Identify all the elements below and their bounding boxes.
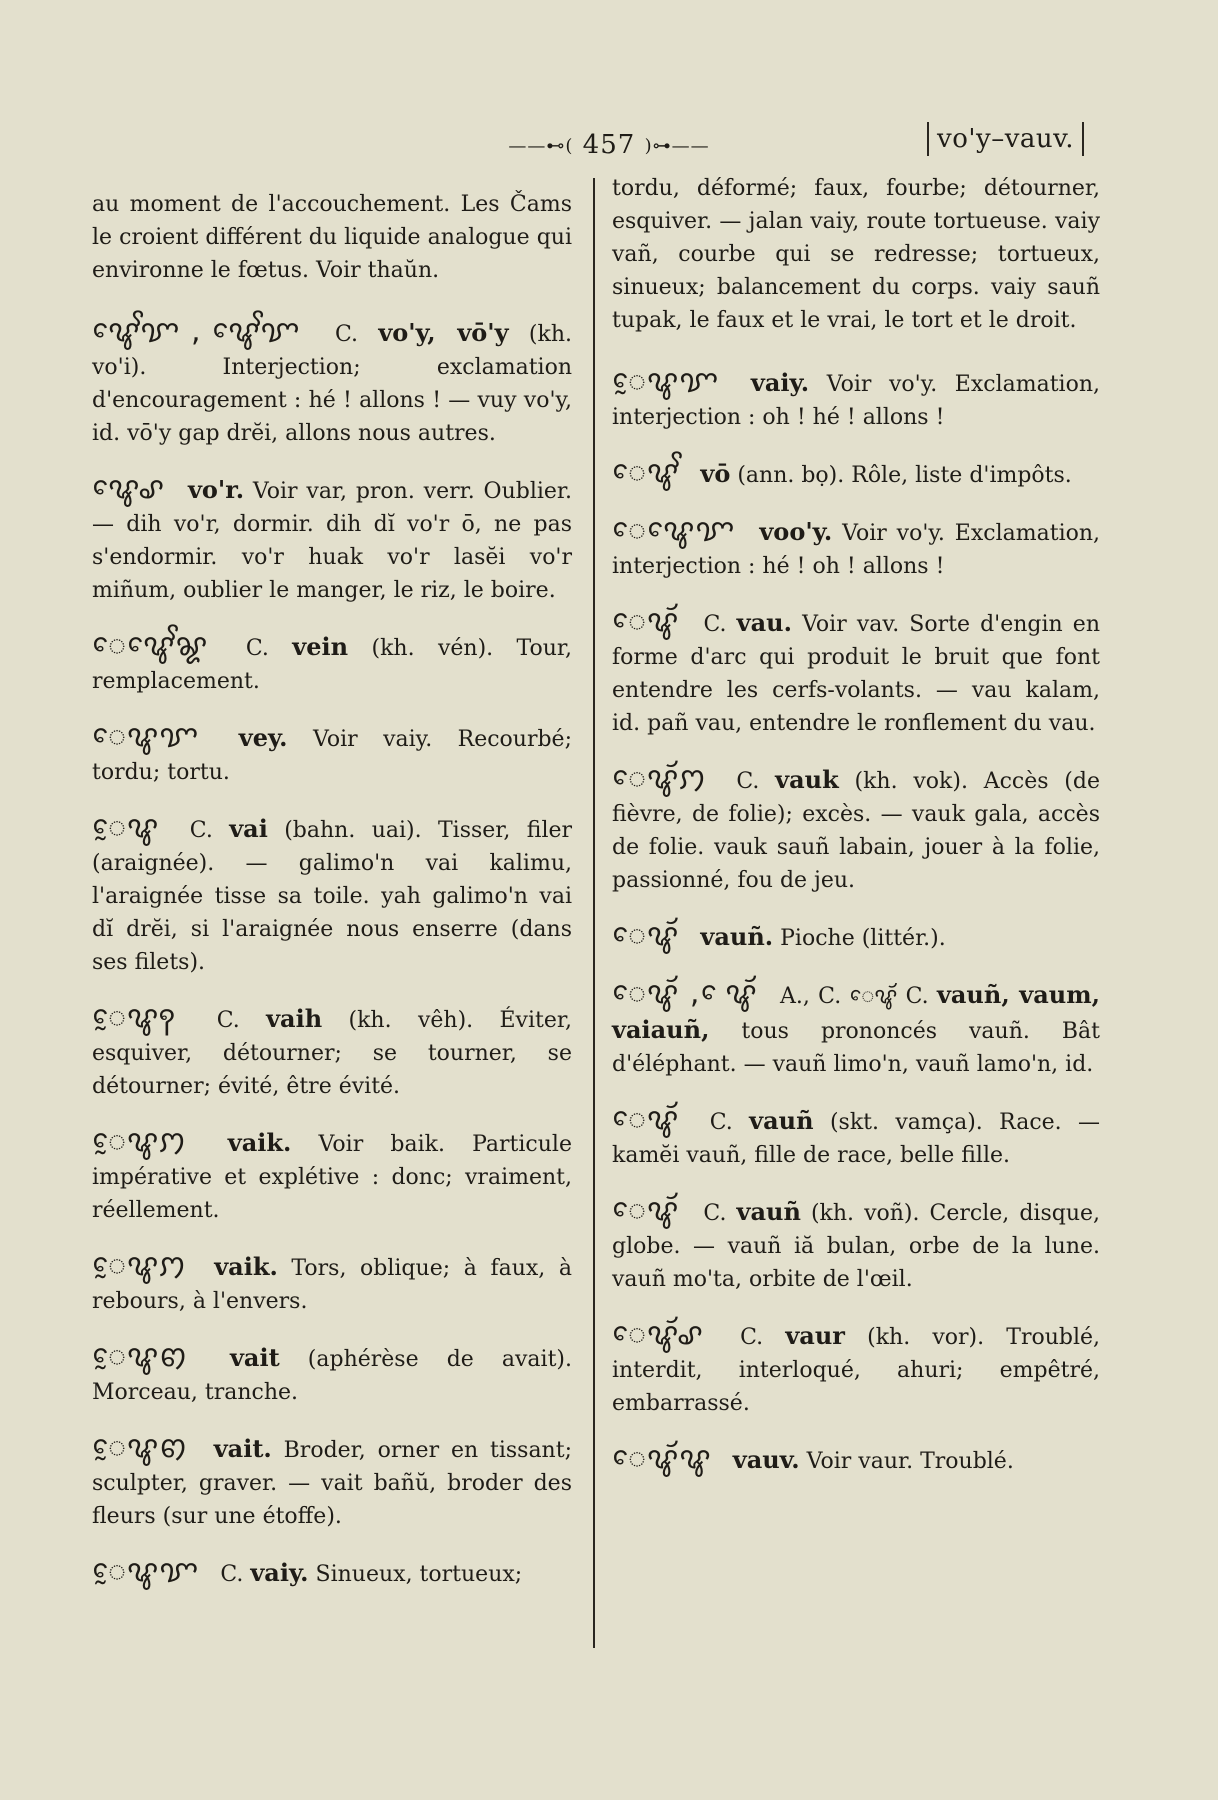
source-marker: C. bbox=[189, 818, 213, 843]
headword: vauñ. bbox=[700, 922, 774, 951]
dictionary-entry bbox=[612, 514, 1100, 583]
cham-script: ꨯꨥꨮꨣ bbox=[612, 1317, 704, 1352]
source-marker: C. bbox=[220, 1562, 244, 1587]
source-marker: C. bbox=[703, 612, 727, 637]
definition: (kh. vok). Accès (de fièvre, de folie); excès. — vauk gala, accès de folie. vauk sauñ labain, jouer à la folie, passionné, fou de jeu. bbox=[612, 769, 1100, 893]
dictionary-entry bbox=[92, 1125, 572, 1227]
cham-script: ꨰꨥꨢ bbox=[612, 364, 720, 399]
definition: Voir vaur. Troublé. bbox=[806, 1449, 1014, 1474]
cham-script: ꨰꨥꩀ bbox=[92, 1248, 187, 1283]
source-marker: C. bbox=[740, 1325, 764, 1350]
continued-entry: au moment de l'accouchement. Les Čams le croient différent du liquide analogue qui environne le fœtus. Voir thaŭn. bbox=[92, 192, 572, 283]
source-marker: C. bbox=[703, 1201, 727, 1226]
left-column bbox=[92, 188, 572, 1613]
definition: Voir vo'y. Exclamation, interjection : hé ! oh ! allons ! bbox=[612, 521, 1101, 579]
headword: vaih bbox=[266, 1004, 323, 1033]
cham-script: ꨯꨥꨯꨢ bbox=[612, 513, 736, 548]
cham-script: ꨰꨥꩍ bbox=[92, 1000, 177, 1035]
headword: vau. bbox=[736, 608, 792, 637]
dictionary-entry bbox=[92, 629, 572, 698]
headword: vein bbox=[292, 632, 349, 661]
dictionary-entry bbox=[612, 1318, 1100, 1420]
right-column bbox=[612, 172, 1100, 1500]
cham-script: ꨯꨥꨯꨩꨘ bbox=[92, 628, 209, 663]
source-marker: C. bbox=[216, 1008, 240, 1033]
page-number: 457 bbox=[582, 130, 636, 160]
headword: vo'r. bbox=[187, 475, 245, 504]
dictionary-entry bbox=[612, 456, 1100, 492]
headword: vaik. bbox=[214, 1252, 278, 1281]
cham-script: ꨰꨥꨢ bbox=[92, 1554, 200, 1589]
headword: vauñ bbox=[749, 1106, 814, 1135]
definition: (skt. vamça). Race. — kamĕi vauñ, fille de race, belle fille. bbox=[612, 1110, 1101, 1168]
dictionary-entry bbox=[612, 605, 1100, 740]
cham-script: ꨰꨥꩅ bbox=[92, 1339, 188, 1374]
source-marker: C. bbox=[709, 1110, 733, 1135]
dictionary-entry bbox=[612, 977, 1100, 1081]
headword: vō bbox=[700, 459, 731, 488]
dictionary-entry bbox=[612, 919, 1100, 955]
cham-script: ꨰꨥꩅ bbox=[92, 1430, 188, 1465]
definition: (kh. vêh). Éviter, esquiver, détourner; se tourner, se détourner; évité, être évité. bbox=[92, 1008, 572, 1099]
headword: vo'y, vō'y bbox=[378, 318, 509, 347]
definition: Sinueux, tortueux; bbox=[315, 1562, 523, 1587]
headword: vaur bbox=[785, 1321, 845, 1350]
source-marker: C. bbox=[334, 322, 358, 347]
dictionary-entry bbox=[612, 1442, 1100, 1478]
definition: (bahn. uai). Tisser, filer (araignée). — galimo'n vai kalimu, l'araignée tisse sa toile. yah galimo'n vai dĭ drĕi, si l'araignée nous enserre (dans ses filets). bbox=[92, 818, 573, 975]
headword: vait bbox=[229, 1343, 280, 1372]
cham-script: ꨯꨥꨮꨥ bbox=[612, 1441, 712, 1476]
definition: Voir vav. Sorte d'engin en forme d'arc qui produit le bruit que font entendre les cerfs-volants. — vau kalam, id. pañ vau, entendre le ronflement du vau. bbox=[612, 612, 1100, 736]
cham-script: ꨯꨥꨮ , ꨯꨥꨮ bbox=[612, 976, 758, 1011]
definition: (kh. voñ). Cercle, disque, globe. — vauñ iă bulan, orbe de la lune. vauñ mo'ta, orbite de l'œil. bbox=[612, 1201, 1100, 1292]
continued-entry: tordu, déformé; faux, fourbe; détourner, esquiver. — jalan vaiy, route tortueuse. vaiy vañ, courbe qui se redresse; tortueux, sinueux; balancement du corps. vaiy sauñ tupak, le faux et le vrai, le tort et le droit. bbox=[612, 176, 1100, 333]
dictionary-entry bbox=[612, 365, 1100, 434]
definition: Tors, oblique; à faux, à rebours, à l'envers. bbox=[92, 1256, 572, 1314]
headword: voo'y. bbox=[759, 517, 833, 546]
definition: tous prononcés vauñ. Bât d'éléphant. — vauñ limo'n, vauñ lamo'n, id. bbox=[612, 1019, 1100, 1077]
cham-script: ꨥꨯꨩꨢ , ꨥꨯꨩꨢ bbox=[92, 314, 301, 349]
definition: Voir baik. Particule impérative et explétive : donc; vraiment, réellement. bbox=[92, 1132, 572, 1223]
cham-script: ꨰꨥ bbox=[92, 810, 160, 845]
definition: Voir vo'y. Exclamation, interjection : oh ! hé ! allons ! bbox=[612, 372, 1100, 430]
dictionary-entry bbox=[612, 1103, 1100, 1172]
dictionary-entry bbox=[92, 1555, 572, 1591]
dictionary-entry bbox=[92, 1431, 572, 1533]
definition: Pioche (littér.). bbox=[780, 926, 946, 951]
dictionary-entry bbox=[612, 1194, 1100, 1296]
headword: vey. bbox=[238, 723, 288, 752]
folio-ornament-left: ——⊷( bbox=[508, 135, 574, 157]
dictionary-entry bbox=[92, 315, 572, 450]
definition: Broder, orner en tissant; sculpter, graver. — vait bañŭ, broder des fleurs (sur une étoffe). bbox=[92, 1438, 572, 1529]
definition: (ann. bọ). Rôle, liste d'impôts. bbox=[737, 463, 1072, 488]
cham-script: ꨰꨥꩀ bbox=[92, 1124, 187, 1159]
headword: vauk bbox=[775, 765, 839, 794]
headword: vauñ bbox=[736, 1197, 801, 1226]
dictionary-entry bbox=[92, 1001, 572, 1103]
cham-script: ꨯꨥꨮ bbox=[612, 1193, 680, 1228]
headword: vauñ, vaum, vaiauñ, bbox=[612, 980, 1100, 1044]
headword: vaiy. bbox=[250, 1558, 309, 1587]
cham-script: ꨯꨥꨮ bbox=[612, 604, 680, 639]
definition: (aphérèse de avait). Morceau, tranche. bbox=[92, 1347, 573, 1405]
dictionary-entry bbox=[92, 1340, 572, 1409]
definition: (kh. vor). Troublé, interdit, interloqué, ahuri; empêtré, embarrassé. bbox=[612, 1325, 1101, 1416]
headword: vaik. bbox=[227, 1128, 292, 1157]
headword: vauv. bbox=[732, 1445, 800, 1474]
cham-script: ꨯꨥꨩ bbox=[612, 455, 680, 490]
source-marker: C. bbox=[245, 636, 269, 661]
dictionary-entry bbox=[92, 720, 572, 789]
column-rule bbox=[593, 178, 595, 1648]
dictionary-entry bbox=[92, 811, 572, 979]
cham-script: ꨥꨯꨣ bbox=[92, 471, 166, 506]
cham-script: ꨯꨥꨢ bbox=[92, 719, 200, 754]
headword: vaiy. bbox=[750, 368, 810, 397]
running-head: vo'y–vauv. bbox=[927, 122, 1084, 156]
cham-script: ꨯꨥꨮ bbox=[612, 918, 680, 953]
definition: Voir var, pron. verr. Oublier. — dih vo'r, dormir. dih dĭ vo'r ō, ne pas s'endormir. vo'r huak vo'r lasĕi vo'r miñum, oublier le manger, le riz, le boire. bbox=[92, 479, 573, 603]
cham-script: ꨯꨥꨮꩀ bbox=[612, 761, 707, 796]
dictionary-entry bbox=[612, 762, 1100, 897]
headword: vai bbox=[229, 814, 268, 843]
definition: (kh. vo'i). Interjection; exclamation d'encouragement : hé ! allons ! — vuy vo'y, id. vō'y gap drĕi, allons nous autres. bbox=[92, 322, 572, 446]
dictionary-entry bbox=[92, 1249, 572, 1318]
cham-script: ꨯꨥꨮ bbox=[612, 1102, 680, 1137]
dictionary-entry bbox=[92, 472, 572, 607]
source-marker: C. bbox=[736, 769, 760, 794]
folio-ornament-right: )⊶—— bbox=[644, 135, 710, 157]
definition: Voir vaiy. Recourbé; tordu; tortu. bbox=[92, 727, 572, 785]
headword: vait. bbox=[213, 1434, 272, 1463]
definition: (kh. vén). Tour, remplacement. bbox=[92, 636, 573, 694]
source-marker: A., C. ꨯꨥꨮ C. bbox=[780, 984, 929, 1009]
